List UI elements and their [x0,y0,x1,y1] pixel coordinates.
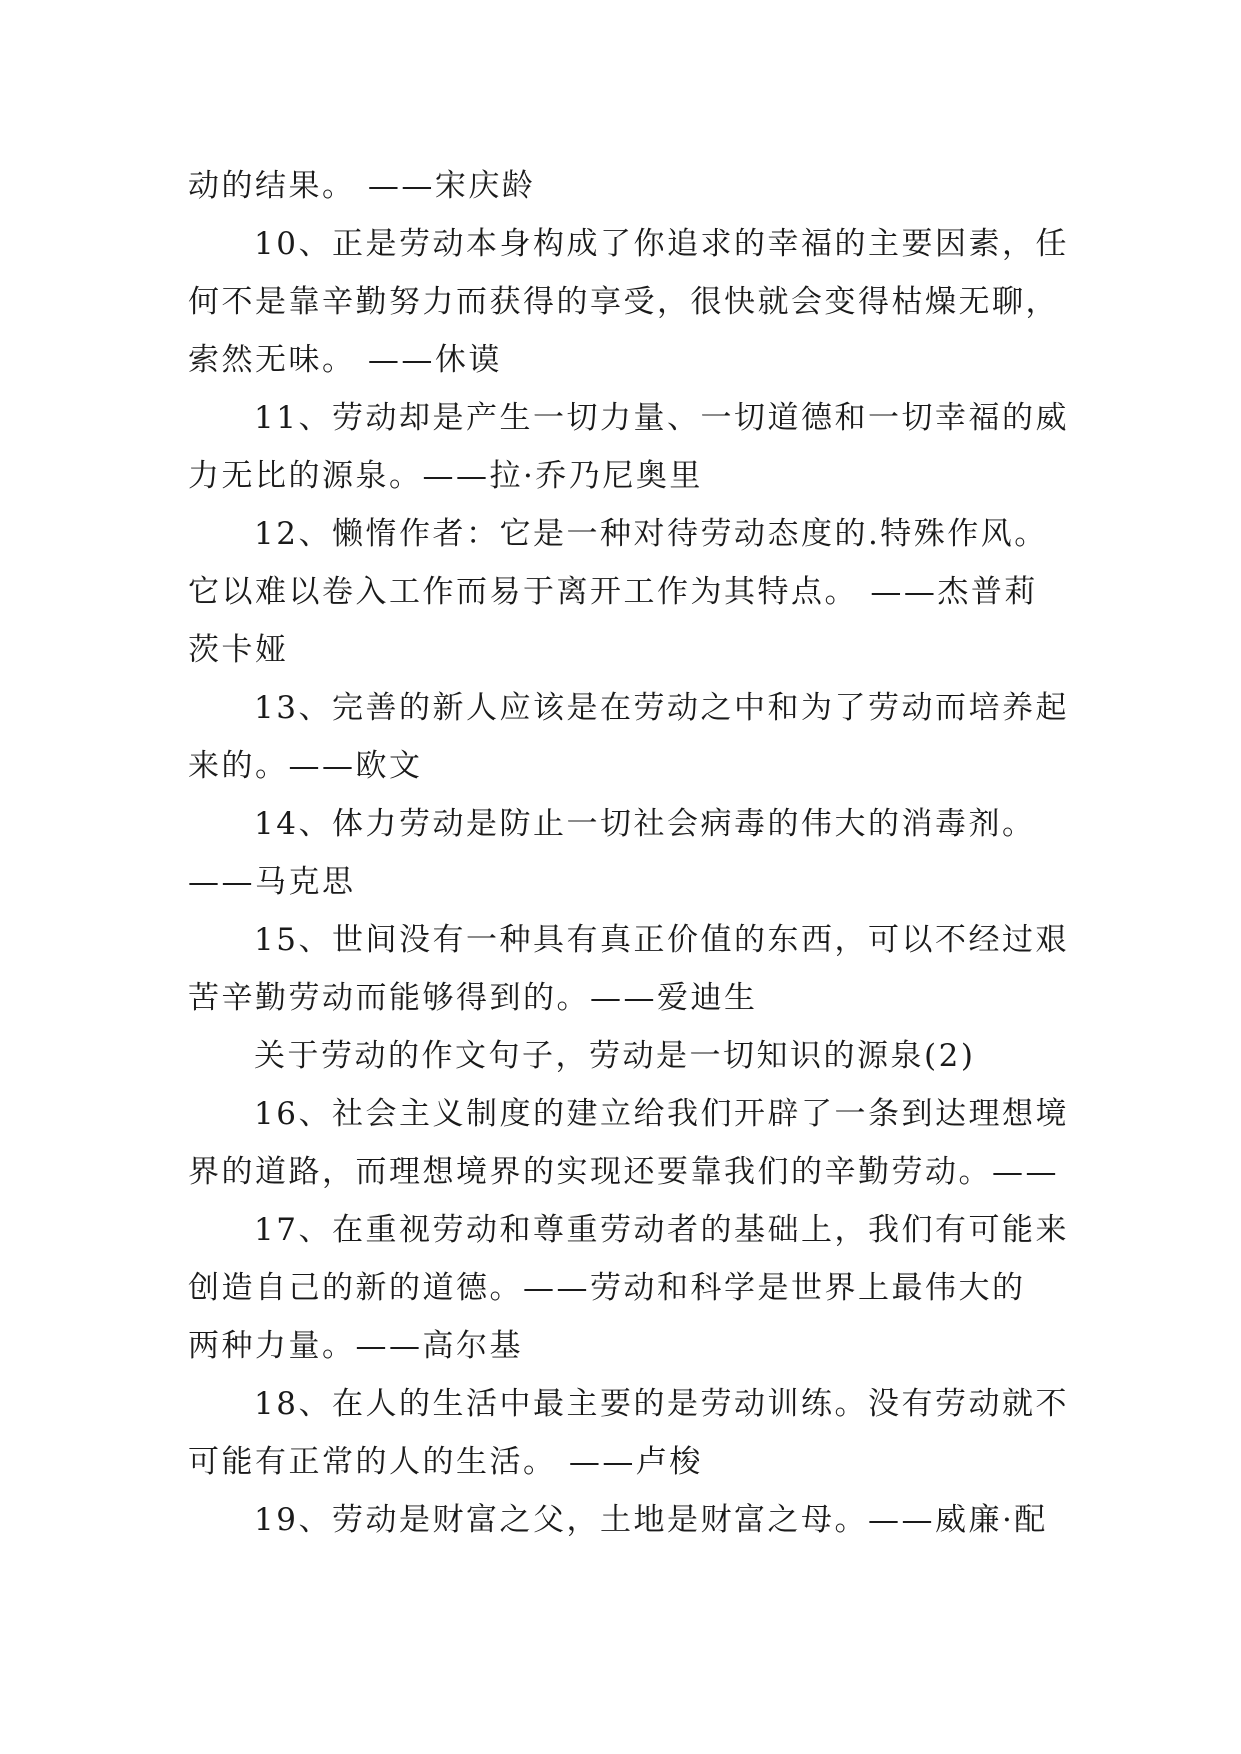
text-line: 10、正是劳动本身构成了你追求的幸福的主要因素，任 [254,226,1069,262]
document-body [188,157,1068,1549]
section-heading: 关于劳动的作文句子，劳动是一切知识的源泉(2) [254,1038,976,1074]
text-line: 创造自己的新的道德。——劳动和科学是世界上最伟大的 [188,1270,1026,1306]
text-line: 两种力量。——高尔基 [188,1328,523,1364]
text-line: 茨卡娅 [188,632,289,668]
text-line: 14、体力劳动是防止一切社会病毒的伟大的消毒剂。 [254,806,1036,842]
text-line: 19、劳动是财富之父，土地是财富之母。——威廉·配 [254,1502,1048,1538]
text-line: 界的道路，而理想境界的实现还要靠我们的辛勤劳动。—— [188,1154,1059,1190]
text-line: 可能有正常的人的生活。 ——卢梭 [188,1444,703,1480]
text-line: 力无比的源泉。——拉·乔乃尼奥里 [188,458,703,494]
text-line: 15、世间没有一种具有真正价值的东西，可以不经过艰 [254,922,1069,958]
text-line: 索然无味。 ——休谟 [188,342,502,378]
text-line: 苦辛勤劳动而能够得到的。——爱迪生 [188,980,758,1016]
text-line: 何不是靠辛勤努力而获得的享受，很快就会变得枯燥无聊， [188,284,1059,320]
text-line: 来的。——欧文 [188,748,423,784]
text-line: 它以难以卷入工作而易于离开工作为其特点。 ——杰普莉 [188,574,1038,610]
text-line: 13、完善的新人应该是在劳动之中和为了劳动而培养起 [254,690,1069,726]
text-line: 18、在人的生活中最主要的是劳动训练。没有劳动就不 [254,1386,1069,1422]
text-line: 16、社会主义制度的建立给我们开辟了一条到达理想境 [254,1096,1069,1132]
text-line: 17、在重视劳动和尊重劳动者的基础上，我们有可能来 [254,1212,1069,1248]
text-line: ——马克思 [188,864,356,900]
text-line: 11、劳动却是产生一切力量、一切道德和一切幸福的威 [254,400,1069,436]
text-line: 12、懒惰作者：它是一种对待劳动态度的.特殊作风。 [254,516,1048,552]
text-line: 动的结果。 ——宋庆龄 [188,168,536,204]
